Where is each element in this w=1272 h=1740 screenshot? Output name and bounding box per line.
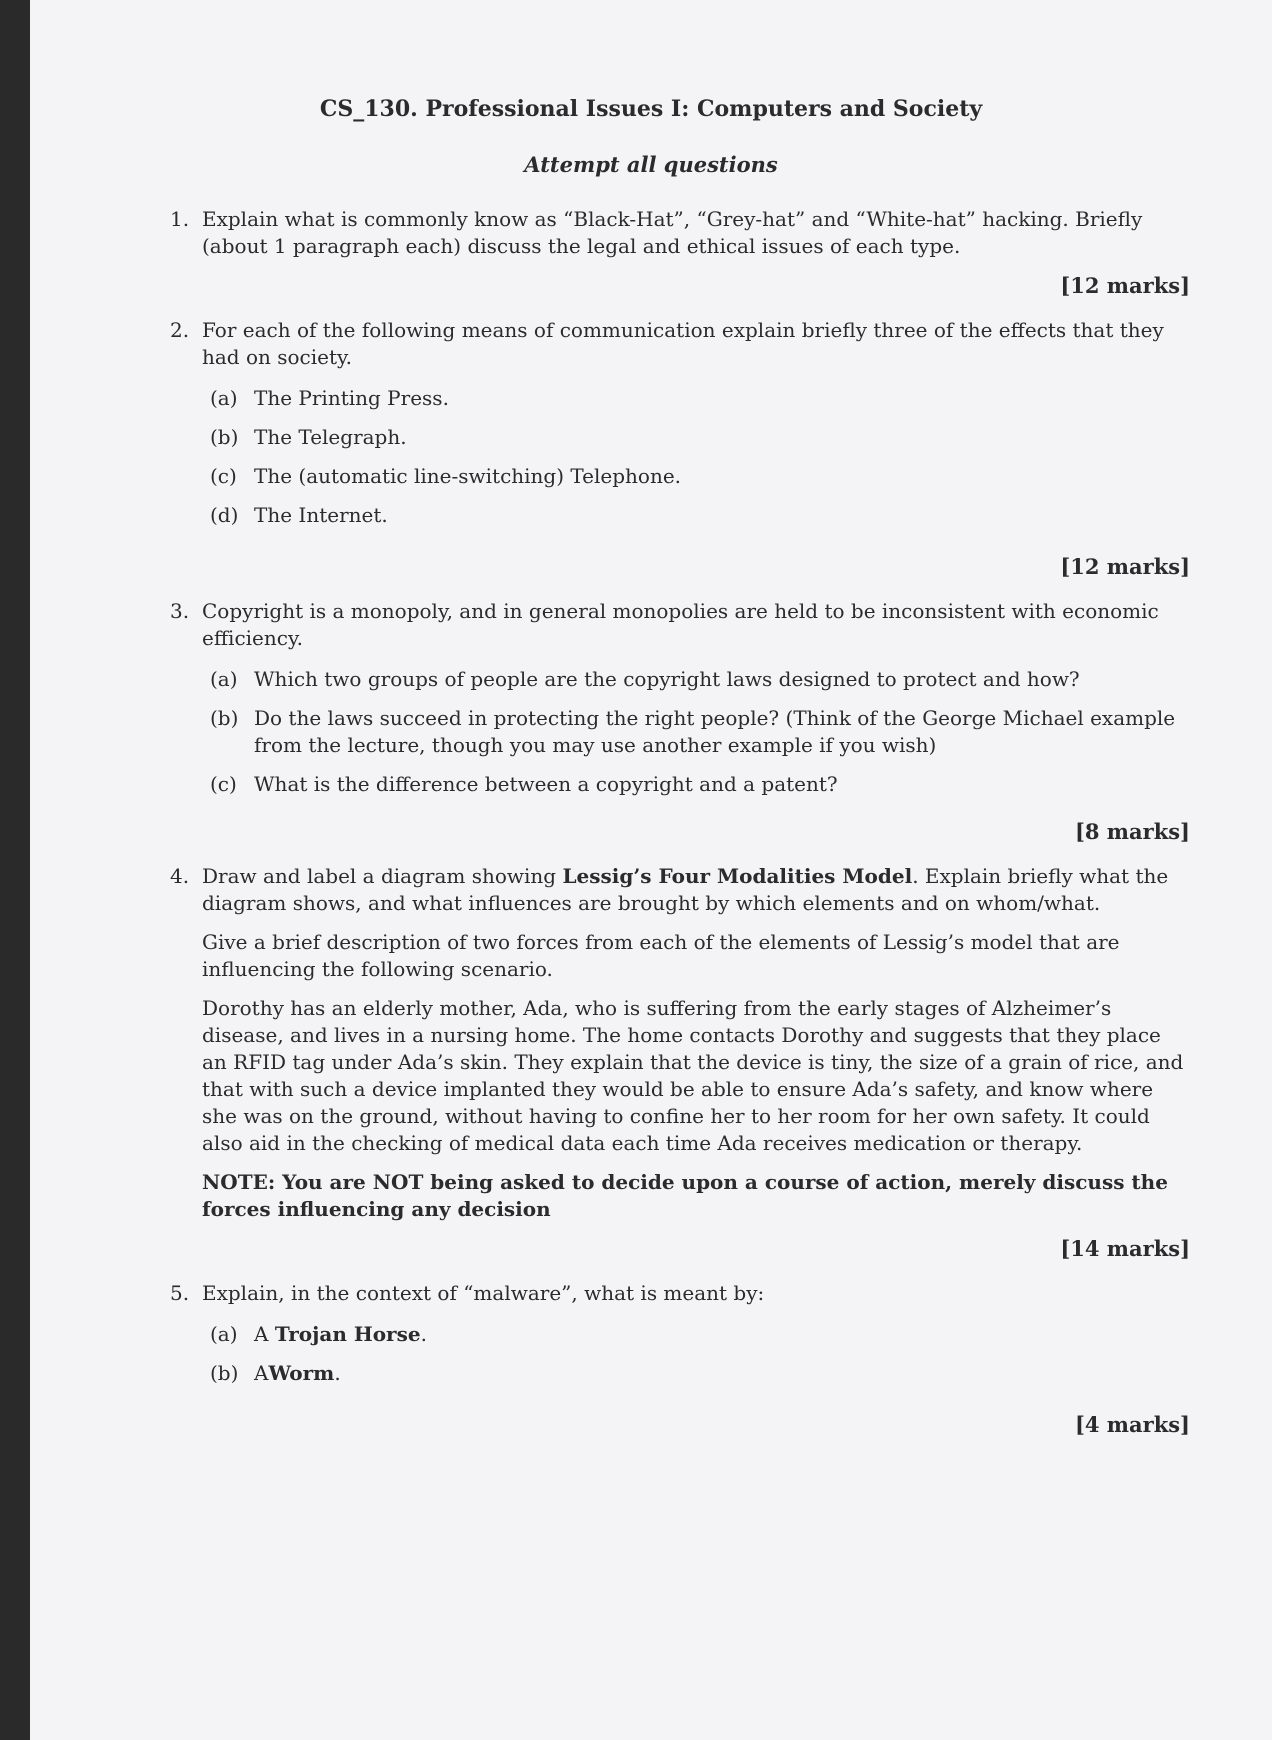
text-segment: . — [334, 1361, 341, 1385]
question-5-marks: [4 marks] — [1074, 1412, 1190, 1437]
term: Trojan Horse — [274, 1322, 421, 1346]
sub-label: (c) — [210, 772, 237, 796]
sub-text: The Telegraph. — [254, 425, 407, 449]
question-4-marks: [14 marks] — [1060, 1236, 1190, 1261]
sub-text: The (automatic line-switching) Telephone. — [254, 464, 682, 488]
sub-label: (a) — [210, 1322, 238, 1346]
sub-question — [210, 1321, 1190, 1348]
question-paragraph: Give a brief description of two forces from each of the elements of Lessig’s model that are influencing the following scenario. — [202, 930, 1120, 981]
question-number: 4. — [170, 864, 190, 888]
scenario-paragraph: Dorothy has an elderly mother, Ada, who is suffering from the early stages of Alzheimer’s disease, and lives in a nursing home. The home contacts Dorothy and suggests that they place an RFID tag under Ada’s skin. They explain that the device is tiny, the size of a grain of rice, and that with such a device implanted they would be able to ensure Ada’s safety, and know where she was on the ground, without having to confine her to her room for her own safety. It could also aid in the checking of medical data each time Ada receives medication or therapy. — [202, 996, 1184, 1155]
question-1 — [170, 206, 1190, 260]
question-2-marks: [12 marks] — [1060, 554, 1190, 579]
sub-label: (a) — [210, 667, 238, 691]
sub-questions — [210, 1321, 1190, 1387]
question-text: Copyright is a monopoly, and in general monopolies are held to be inconsistent with economic efficiency. — [202, 599, 1159, 650]
sub-text: What is the difference between a copyright and a patent? — [254, 772, 838, 796]
sub-question — [210, 424, 1190, 451]
question-text: For each of the following means of communication explain briefly three of the effects that they had on society. — [202, 318, 1164, 369]
text-segment: Draw and label a diagram showing — [202, 864, 563, 888]
sub-text: The Internet. — [254, 503, 388, 527]
sub-label: (b) — [210, 706, 239, 730]
text-segment: A — [254, 1361, 269, 1385]
sub-questions — [210, 666, 1190, 798]
text-segment: A — [254, 1322, 275, 1346]
sub-text: Which two groups of people are the copyright laws designed to protect and how? — [254, 667, 1080, 691]
sub-label: (b) — [210, 1361, 239, 1385]
question-2 — [170, 317, 1190, 529]
question-3 — [170, 598, 1190, 798]
sub-question — [210, 666, 1190, 693]
sub-question — [210, 385, 1190, 412]
sub-question — [210, 502, 1190, 529]
sub-label: (a) — [210, 386, 238, 410]
term: Worm — [268, 1361, 335, 1385]
page-title: CS_130. Professional Issues I: Computers and Society — [319, 96, 983, 122]
question-number: 2. — [170, 318, 190, 342]
sub-question — [210, 463, 1190, 490]
question-1-marks: [12 marks] — [1060, 273, 1190, 298]
sub-text: Do the laws succeed in protecting the right people? (Think of the George Michael example from the lecture, though you may use another example if you wish) — [254, 706, 1176, 757]
question-text — [202, 863, 1190, 917]
model-name: Lessig’s Four Modalities Model — [562, 864, 913, 888]
sub-text: The Printing Press. — [254, 386, 449, 410]
sub-question — [210, 705, 1190, 759]
sub-question — [210, 1360, 1190, 1387]
sub-question — [210, 771, 1190, 798]
sub-questions — [210, 385, 1190, 529]
page-subtitle: Attempt all questions — [524, 152, 778, 177]
question-text: Explain, in the context of “malware”, what is meant by: — [202, 1281, 765, 1305]
question-4 — [170, 863, 1190, 1223]
question-number: 3. — [170, 599, 190, 623]
exam-page — [30, 0, 1272, 1740]
sub-label: (c) — [210, 464, 237, 488]
text-segment: . — [420, 1322, 427, 1346]
question-3-marks: [8 marks] — [1074, 819, 1190, 844]
note: NOTE: You are NOT being asked to decide upon a course of action, merely discuss the forces influencing any decision — [202, 1170, 1168, 1221]
sub-label: (b) — [210, 425, 239, 449]
question-text: Explain what is commonly know as “Black-Hat”, “Grey-hat” and “White-hat” hacking. Briefly (about 1 paragraph each) discuss the legal and ethical issues of each type. — [202, 207, 1143, 258]
question-number: 1. — [170, 207, 190, 231]
questions — [170, 206, 1190, 1438]
text-segment: . Explain briefly what the diagram shows, and what influences are brought by which elements and on whom/what. — [202, 864, 1169, 915]
sub-label: (d) — [210, 503, 239, 527]
question-number: 5. — [170, 1281, 190, 1305]
question-5 — [170, 1280, 1190, 1387]
